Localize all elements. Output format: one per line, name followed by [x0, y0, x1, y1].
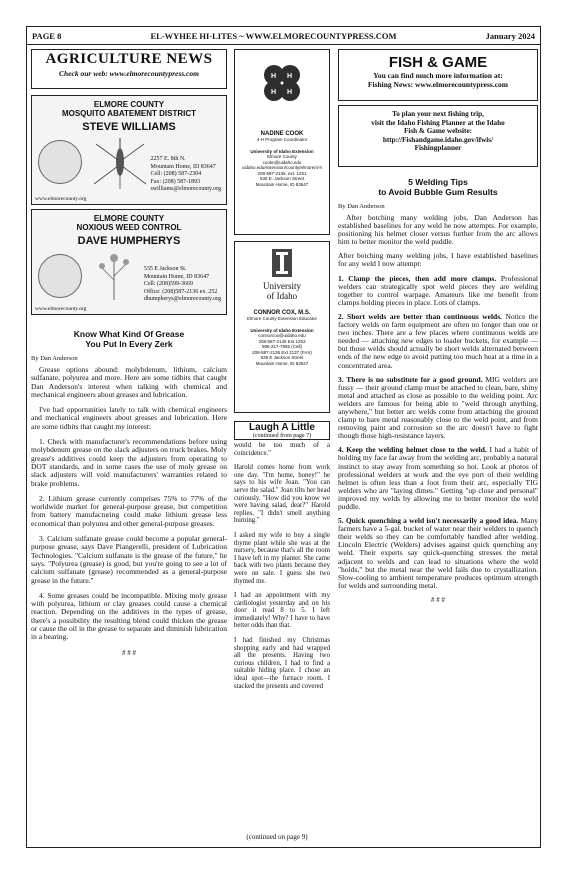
fishing-planner-link[interactable]: http://Fishandgame.idaho.gov/ifwis/: [382, 135, 494, 144]
joke-item: I asked my wife to buy a single thyme plant while she was at the nursery, because that's all the room I have left in my planter. She came back with two plants because they were on sale. I guess she two thymed me.: [234, 531, 330, 585]
welding-title-1: 5 Welding Tips: [408, 177, 468, 187]
fish-game-title: FISH & GAME: [388, 54, 488, 71]
welding-intro: After botching many welding jobs, Dan Anderson has established baselines for any weld he now attempts. For example, positioning his helmet closer versus further from the arc allows him to better monitor the weld puddle.: [338, 213, 538, 247]
nadine-cook-card: H H H H NADINE COOK 4-H Program Coordinator University of Idaho Extension Elmore County cookn@uidaho.edu uidaho.edu/extension/county/elmore/4-h 208-587-2136, ext. 1251 535 E. Jackson Street Mountain Home, ID 83647: [234, 49, 330, 235]
grease-article-title-1: Know What Kind Of Grease: [73, 329, 185, 339]
left-column: [31, 49, 227, 657]
agriculture-news-banner: [31, 49, 227, 89]
joke-item: Harold comes home from work one day. "I'm home, honey!" he says to his wife Joan. "You can serve the salad." Joan tilts her head curiously. "How did you know we were having salad, dear?" Harold replies, "I didn't smell anything burning.": [234, 464, 330, 525]
grease-article-byline: By Dan Anderson: [31, 355, 78, 362]
nadine-county: Elmore County: [267, 154, 297, 159]
grease-paragraph: 4. Some greases could be incompatible. Mixing moly grease with polyurea, lithium or clay greases could cause a chemical reaction. Depending on the additives in the types of grease, there's a possibility the resulting blend could thicken the grease or cause the oil in the grease to separate and diminish lubrication in a bearing.: [31, 590, 227, 642]
weed-ad-web: www.elmorecounty.org: [35, 306, 87, 312]
page-header: [27, 27, 540, 45]
welding-title-2: to Avoid Bubble Gum Results: [378, 187, 498, 197]
fish-game-line2: Fishing News: www.elmorecountypress.com: [367, 80, 509, 89]
mosquito-ad-web: www.elmorecounty.org: [35, 196, 87, 202]
connor-cox-card: University of Idaho CONNOR COX, M.S. Elmore County Extension Educator University of Idaho Extension connorcox@uidaho.edu 208-587-2136 Ext 1253 986-217-7955 (Cell) 208-587-2136 Ext 2137 (FAX) 535 E Jackson Street Mountain Home, ID 83647: [234, 241, 330, 413]
logo-line2: of Idaho: [266, 290, 298, 301]
grease-paragraph: 1. Check with manufacturer's recommendations before using molybdenum grease on the slack adjusters on truck brakes. Moly grease's additives could keep the adjusters from operating to DOT standards, and in some cases the use of moly grease on slack adjusters will void manufacturers' warranties related to brake problems.: [31, 437, 227, 488]
mosquito-ad-line2: MOSQUITO ABATEMENT DISTRICT: [61, 109, 197, 118]
svg-text:H: H: [271, 89, 277, 96]
mosquito-ad-line1: ELMORE COUNTY: [93, 100, 165, 109]
connor-name: CONNOR COX, M.S.: [253, 309, 311, 316]
four-h-clover-icon: [257, 58, 307, 108]
county-seal-icon: [38, 254, 82, 298]
fish-game-banner: [338, 49, 538, 101]
grease-paragraph: Grease options abound: molybdenum, lithium, calcium sulfanate, polyurea and more. Here are some tidbits that caught Dan Anderson's interest when talking with chemical and mechanical engineers about greases and lubrication.: [31, 365, 227, 399]
fishing-planner-box: To plan your next fishing trip, visit the Idaho Fishing Planner at the Idaho Fish & Game website: http://Fishandgame.idaho.gov/ifwis/ Fishingplanner: [338, 105, 538, 167]
nadine-role: 4-H Program Coordinator: [256, 137, 308, 142]
page-number: PAGE 8: [32, 30, 62, 41]
issue-date: January 2024: [485, 30, 535, 41]
mosquito-ad-contact: 2257 E. 8th N. Mountain Home, ID 83647 Cell: (208) 587-2304 Fax: (208) 587-1893 swilliams@elmorecounty.org: [150, 156, 221, 192]
welding-tip: 2. Short welds are better than continuous welds. Notice the factory welds on farm equipment are often no longer than one or two inches. There are a few places where continuous welds are needed — attaching new edges to loader buckets, for example — but those welds should actually be short welds alternated between ends of the new edge to avoid putting too much heat at a time in a concentrated area.: [338, 311, 539, 370]
welding-tip: 1. Clamp the pieces, then add more clamps. Professional welders can strategically spot weld pieces they are welding together to control warpage. Amateurs like me benefit from clamps holding pieces in place. Lots of clamps.: [338, 273, 538, 307]
right-column: [338, 49, 538, 604]
newspaper-page: [26, 26, 541, 848]
joke-item: I had finished my Christmas shopping early and had wrapped all the presents. Having two curious children, I had to find a suitable hiding place. I chose an ideal spot—the furnace room. I stacked the presents and covered: [234, 637, 330, 690]
svg-text:H: H: [287, 73, 293, 80]
welding-tip: 5. Quick quenching a weld isn't necessarily a good idea. Many farmers have a 5-gal. bucket of water near their welders to quench their welds so they can be comfortably handled after welding. Lincoln Electric (Welders) advises against quick quenching any weld. Their experts say quick-quenching stresses the metal adjacent to welds and can lead to situations where the weld "holds," but the metal near the weld fails due to crystallization. Slow-cooling to ambient temperature produces optimum strength for welds and surrounding metal.: [338, 516, 539, 590]
welding-tip: 3. There is no substitute for a good ground. MIG welders are fussy — their ground clamp must be attached to clean, bare, shiny metal and attached as close as possible to the welding point. Arc welders are famous for being able to "weld through anything, anywhere," but better arc welds come from attaching the ground clamp to bare metal reasonably close to the weld point, and from removing paint and corrosion so the arc doesn't have to fight though those high-resistance layers.: [338, 374, 539, 441]
nadine-org: University of Idaho Extension: [250, 148, 314, 154]
masthead: EL-WYHEE HI-LITES ~ WWW.ELMORECOUNTYPRESS.COM: [150, 30, 397, 41]
mosquito-icon: [90, 132, 150, 190]
grease-paragraph: 2. Lithium grease currently comprises 75% to 77% of the worldwide market for general-purpose grease, but competition from battery manufacturing could make lithium grease less economical than polyurea and other general-purpose greases.: [31, 493, 227, 528]
laugh-title: Laugh A Little: [249, 422, 315, 433]
svg-text:H: H: [271, 73, 277, 80]
connor-role: Elmore County Extension Educator: [246, 316, 318, 321]
laugh-a-little-banner: [234, 421, 330, 440]
grease-article-title-2: You Put In Every Zerk: [85, 339, 173, 349]
grease-article: [31, 329, 227, 657]
grease-paragraph: I've had opportunities lately to talk with chemical engineers and mechanical engineers about greases and lubrication. Here are some tidbits that caught my interest:: [31, 405, 227, 431]
weed-ad-name: DAVE HUMPHERYS: [77, 235, 181, 247]
county-seal-icon: [38, 140, 82, 184]
weed-ad-line2: NOXIOUS WEED CONTROL: [76, 223, 182, 232]
middle-column: [234, 49, 330, 697]
mosquito-abatement-ad: [31, 95, 227, 205]
weed-plant-icon: [94, 250, 134, 302]
laugh-subtitle: (continued from page 7): [252, 433, 312, 439]
continued-note: (continued on page 9): [246, 833, 308, 841]
welding-article-end: # # #: [431, 595, 445, 604]
welding-byline: By Dan Anderson: [338, 203, 385, 210]
noxious-weed-ad: [31, 209, 227, 315]
welding-tip: 4. Keep the welding helmet close to the weld. I had a habit of holding my face far away from the welding arc, probably a natural instinct to stay away from something so hot. Look at photos of professional welders at work and the eye port of their welding helmet is often less than a foot from their arc, especially TIG welders who are "laying dimes." Getting "up close and personal" improved my welds by allowing me to better monitor the weld puddle.: [338, 445, 538, 511]
grease-paragraph: 3. Calcium sulfanate grease could become a popular general-purpose grease, says Dave Piangerelli, president of Lubrication Technologies. "Calcium sulfanate is the grease of the future," he says. "Polyurea (grease) is good, but you're going to see a lot of calcium sulfanate (grease) recommended as a general-purpose grease in the future.": [31, 534, 227, 585]
nadine-name: NADINE COOK: [260, 130, 304, 137]
fish-game-line1: You can find much more information at:: [373, 71, 503, 80]
mosquito-ad-name: STEVE WILLIAMS: [82, 121, 176, 133]
agriculture-news-subtitle: Check our web: www.elmorecountypress.com: [59, 69, 199, 78]
joke-lead: would be too much of a coincidence.": [234, 442, 330, 457]
university-of-idaho-logo-icon: [271, 248, 293, 278]
grease-article-end: # # #: [122, 648, 136, 657]
weed-ad-contact: 535 E Jackson St. Mountain Home, ID 83647 Cell: (208)599-3669 Office: (208)587-2136 ex. 252 dhumpherys@elmorecounty.org: [143, 266, 221, 302]
connor-org: University of Idaho Extension: [250, 327, 314, 333]
welding-intro: After botching many welding jobs, I have established baselines for any weld I now attempt:: [338, 251, 538, 269]
agriculture-news-title: AGRICULTURE NEWS: [45, 51, 213, 67]
weed-ad-line1: ELMORE COUNTY: [93, 214, 165, 223]
svg-text:H: H: [287, 89, 293, 96]
joke-item: I had an appointment with my cardiologist yesterday and on his door it read 8 to 5. I left immediately! Why? I have to have better odds than that.: [234, 592, 330, 630]
logo-line1: University: [263, 280, 301, 291]
